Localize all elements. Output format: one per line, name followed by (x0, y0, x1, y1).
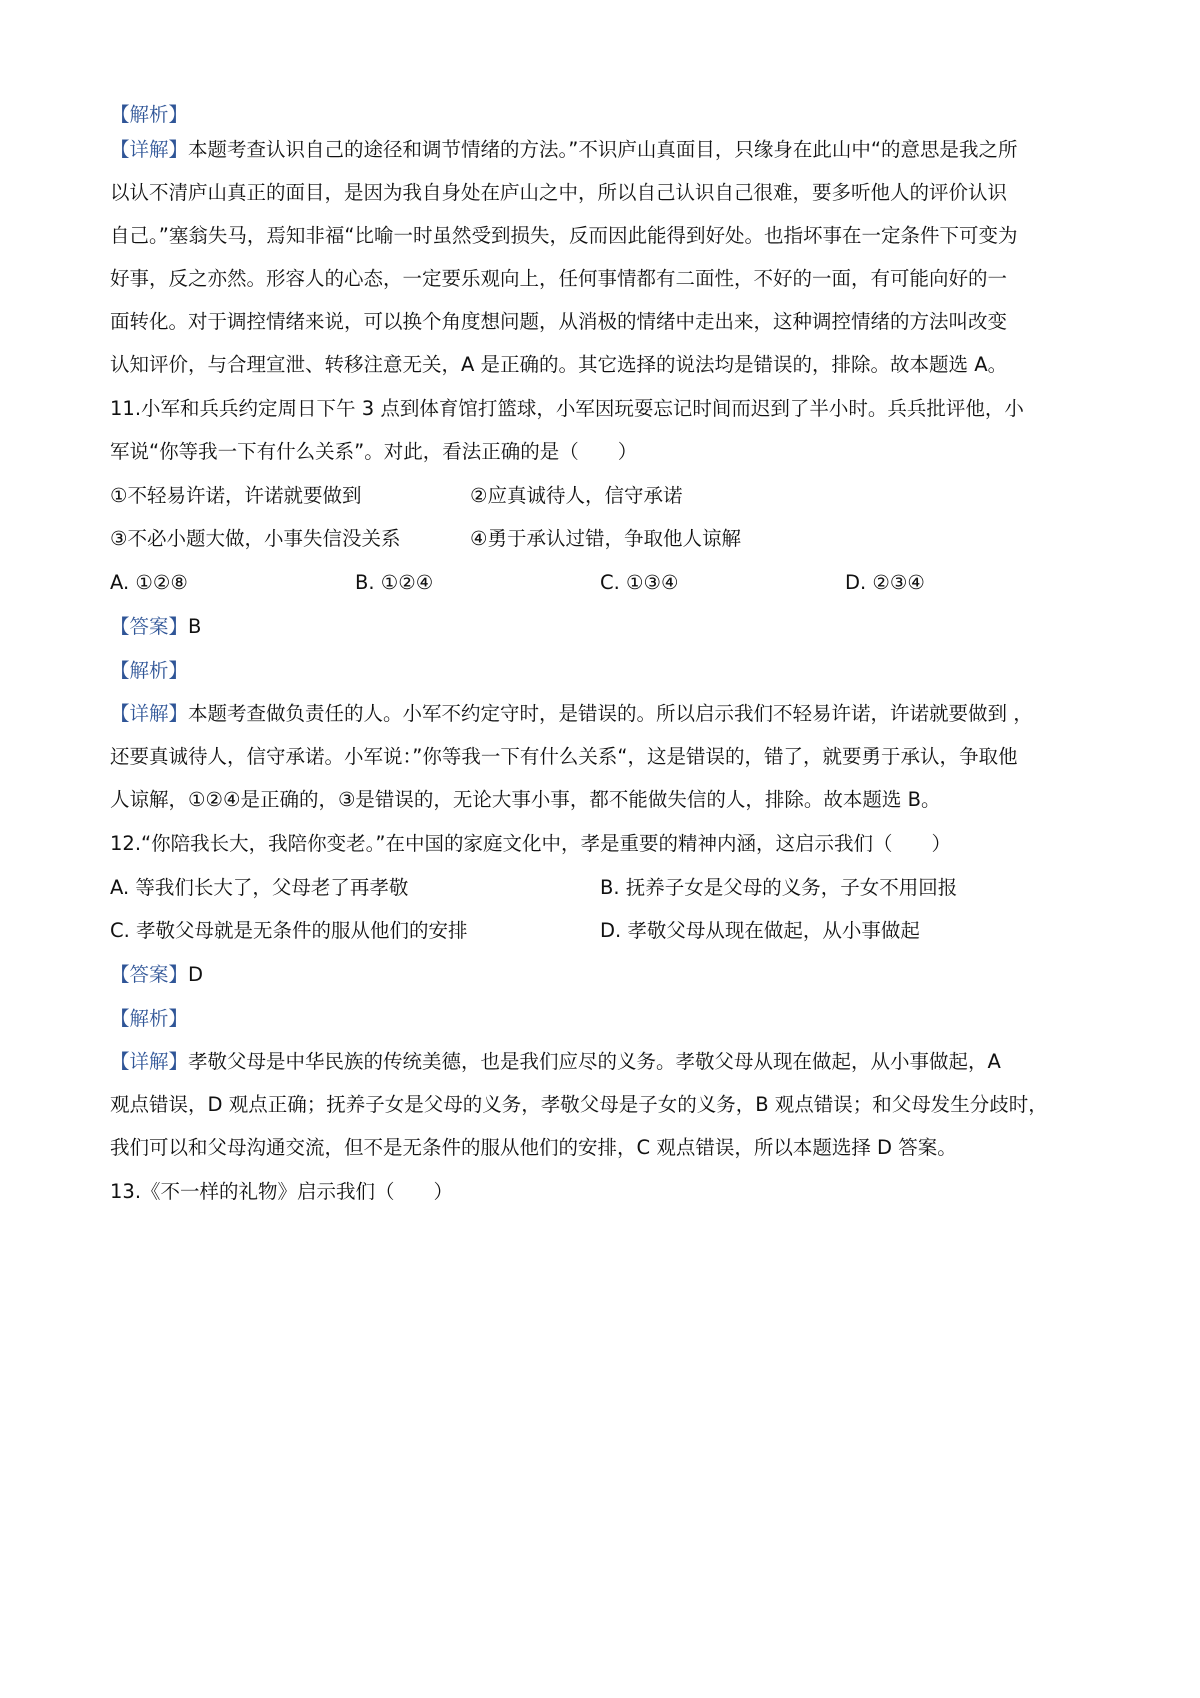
q11-statement-2: ②应真诚待人，信守承诺 (470, 484, 683, 507)
q13-stem: 13.《不一样的礼物》启示我们（ ） (110, 1180, 454, 1203)
q12-option-a: A. 等我们长大了，父母老了再孝敬 (110, 876, 409, 899)
q12-option-c: C. 孝敬父母就是无条件的服从他们的安排 (110, 919, 468, 942)
q12-option-d: D. 孝敬父母从现在做起，从小事做起 (600, 919, 920, 942)
q11-statement-4: ④勇于承认过错，争取他人谅解 (470, 527, 741, 550)
q11-answer-label: 【答案】 (110, 615, 189, 638)
q10-detail-line-2: 以认不清庐山真正的面目，是因为我自身处在庐山之中，所以自己认识自己很难，要多听他人的评价认识 (110, 181, 1008, 204)
q11-detail-line-3: 人谅解，①②④是正确的，③是错误的，无论大事小事，都不能做失信的人，排除。故本题选 B。 (110, 788, 941, 811)
q10-analysis-label: 【解析】 (110, 103, 189, 126)
q12-option-b: B. 抚养子女是父母的义务，子女不用回报 (600, 876, 958, 899)
q11-detail-label: 【详解】 (110, 702, 189, 725)
q12-detail-line-3: 我们可以和父母沟通交流，但不是无条件的服从他们的安排，C 观点错误，所以本题选择 D 答案。 (110, 1136, 957, 1159)
q11-answer-value: B (188, 615, 202, 638)
q11-detail-line-2: 还要真诚待人，信守承诺。小军说：”你等我一下有什么关系“，这是错误的，错了，就要勇于承认，争取他 (110, 745, 1018, 768)
q11-option-c: C. ①③④ (600, 571, 679, 594)
q12-answer-line (110, 960, 203, 990)
q11-option-a: A. ①②⑧ (110, 571, 188, 594)
q11-statement-3: ③不必小题大做，小事失信没关系 (110, 527, 401, 550)
q10-detail-line-5: 面转化。对于调控情绪来说，可以换个角度想问题，从消极的情绪中走出来，这种调控情绪的方法叫改变 (110, 310, 1008, 333)
q12-stem: 12.“你陪我长大，我陪你变老。”在中国的家庭文化中，孝是重要的精神内涵，这启示我们（ ） (110, 832, 951, 855)
q11-answer-line (110, 612, 201, 642)
q11-detail-line-1: 【详解】本题考查做负责任的人。小军不约定守时，是错误的。所以启示我们不轻易许诺，许诺就要做到 ， (110, 702, 1033, 725)
q12-answer-label: 【答案】 (110, 963, 189, 986)
q10-detail-line-4: 好事，反之亦然。形容人的心态，一定要乐观向上，任何事情都有二面性，不好的一面，有可能向好的一 (110, 267, 1008, 290)
q10-detail-line-3: 自己。”塞翁失马，焉知非福“比喻一时虽然受到损失，反而因此能得到好处。也指坏事在一定条件下可变为 (110, 224, 1018, 247)
q12-detail-line-2: 观点错误，D 观点正确；抚养子女是父母的义务，孝敬父母是子女的义务，B 观点错误；和父母发生分歧时， (110, 1093, 1048, 1116)
q12-detail-line-1: 【详解】孝敬父母是中华民族的传统美德，也是我们应尽的义务。孝敬父母从现在做起，从小事做起，A (110, 1050, 1001, 1073)
q12-answer-value: D (188, 963, 204, 986)
q11-analysis-label: 【解析】 (110, 659, 189, 682)
q11-stem-line-2: 军说“你等我一下有什么关系”。对此，看法正确的是（ ） (110, 440, 638, 463)
q10-detail-line-6: 认知评价，与合理宣泄、转移注意无关，A 是正确的。其它选择的说法均是错误的，排除。故本题选 A。 (110, 353, 1008, 376)
q12-analysis-label: 【解析】 (110, 1007, 189, 1030)
q11-stem-line-1: 11.小军和兵兵约定周日下午 3 点到体育馆打篮球，小军因玩耍忘记时间而迟到了半小时。兵兵批评他，小 (110, 397, 1024, 420)
q10-detail-label: 【详解】 (110, 138, 189, 161)
q11-option-b: B. ①②④ (355, 571, 434, 594)
q11-statement-1: ①不轻易许诺，许诺就要做到 (110, 484, 362, 507)
q12-detail-label: 【详解】 (110, 1050, 189, 1073)
q10-detail-line-1: 【详解】本题考查认识自己的途径和调节情绪的方法。”不识庐山真面目，只缘身在此山中“的意思是我之所 (110, 138, 1018, 161)
q11-option-d: D. ②③④ (845, 571, 925, 594)
